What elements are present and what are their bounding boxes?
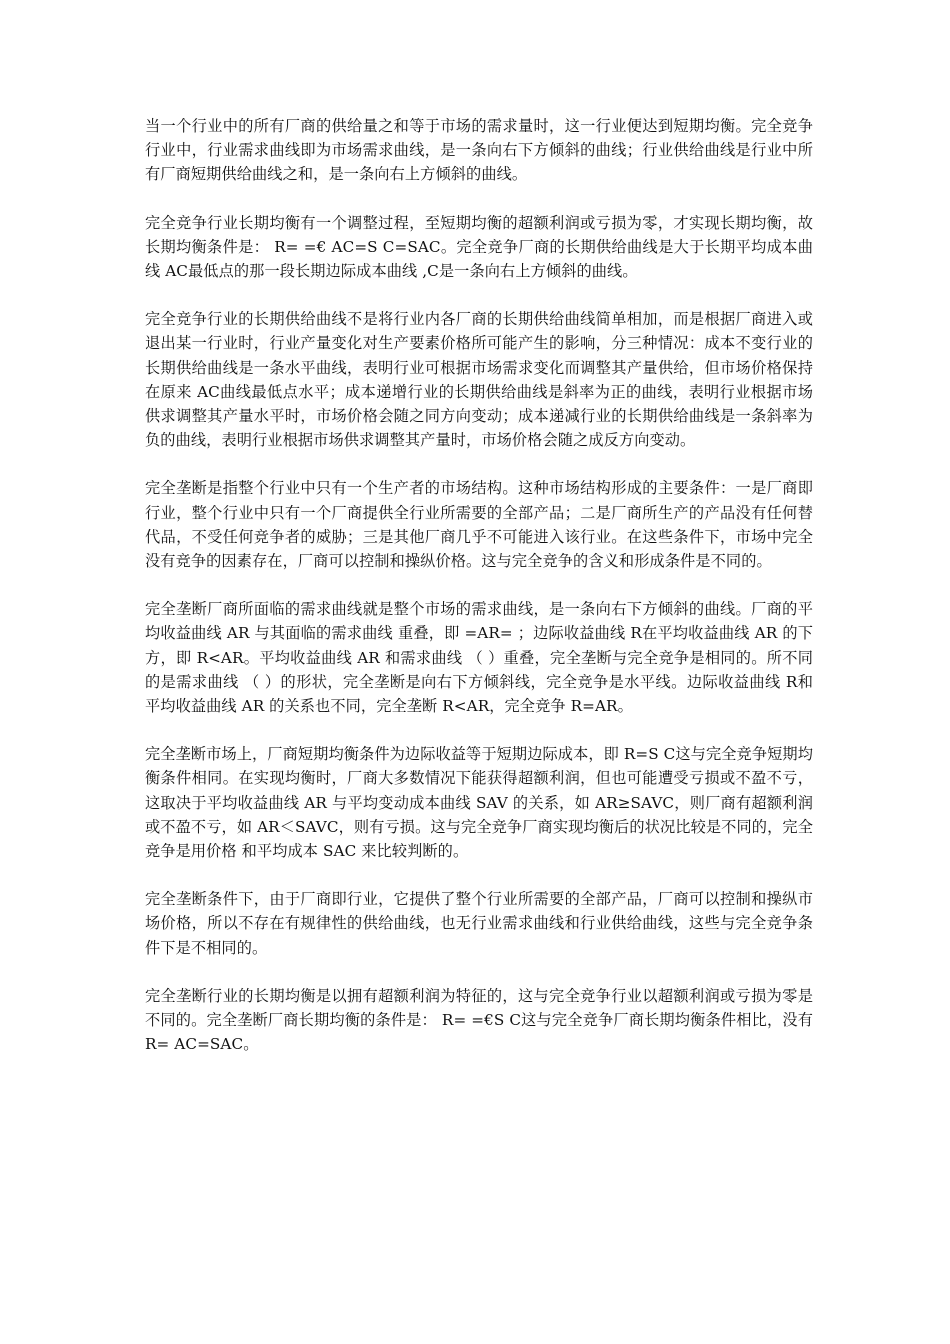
paragraph-monopoly-definition: 完全垄断是指整个行业中只有一个生产者的市场结构。这种市场结构形成的主要条件：一是厂商即行业，整个行业中只有一个厂商提供全行业所需要的全部产品；二是厂商所生产的产品没有任何替代品，不受任何竞争者的威胁；三是其他厂商几乎不可能进入该行业。在这些条件下，市场中完全没有竞争的因素存在，厂商可以控制和操纵价格。这与完全竞争的含义和形成条件是不同的。 xyxy=(145,479,813,571)
paragraph-monopoly-long-run: 完全垄断行业的长期均衡是以拥有超额利润为特征的，这与完全竞争行业以超额利润或亏损为零是不同的。完全垄断厂商长期均衡的条件是： R= =€S C这与完全竞争厂商长期均衡条件相比，没有 R= AC=SAC。 xyxy=(145,986,813,1054)
paragraph-monopoly-supply: 完全垄断条件下，由于厂商即行业，它提供了整个行业所需要的全部产品，厂商可以控制和操纵市场价格，所以不存在有规律性的供给曲线，也无行业需求曲线和行业供给曲线，这些与完全竞争条件下是不相同的。 xyxy=(145,890,813,957)
paragraph-monopoly-demand-curve: 完全垄断厂商所面临的需求曲线就是整个市场的需求曲线，是一条向右下方倾斜的曲线。厂商的平均收益曲线 AR 与其面临的需求曲线 重叠，即 =AR= ；边际收益曲线 R在平均收益曲线 AR 的下方，即 R<AR。平均收益曲线 AR 和需求曲线 （ ）重叠，完全垄断与完全竞争是相同的。所不同的是需求曲线 （ ）的形状，完全垄断是向右下方倾斜线，完全竞争是水平线。边际收益曲线 R和平均收益曲线 AR 的关系也不同，完全垄断 R<AR，完全竞争 R=AR。 xyxy=(145,600,813,716)
document-body xyxy=(145,114,813,1081)
paragraph-monopoly-short-run: 完全垄断市场上，厂商短期均衡条件为边际收益等于短期边际成本，即 R=S C这与完全竞争短期均衡条件相同。在实现均衡时，厂商大多数情况下能获得超额利润，但也可能遭受亏损或不盈不亏，这取决于平均收益曲线 AR 与平均变动成本曲线 SAV 的关系，如 AR≥SAVC，则厂商有超额利润或不盈不亏，如 AR＜SAVC，则有亏损。这与完全竞争厂商实现均衡后的状况比较是不同的，完全竞争是用价格 和平均成本 SAC 来比较判断的。 xyxy=(145,745,813,861)
paragraph-industry-long-run-supply: 完全竞争行业的长期供给曲线不是将行业内各厂商的长期供给曲线简单相加，而是根据厂商进入或退出某一行业时，行业产量变化对生产要素价格所可能产生的影响，分三种情况：成本不变行业的长期供给曲线是一条水平曲线，表明行业可根据市场需求变化而调整其产量供给，但市场价格保持在原来 AC曲线最低点水平；成本递增行业的长期供给曲线是斜率为正的曲线，表明行业根据市场供求调整其产量水平时，市场价格会随之同方向变动；成本递减行业的长期供给曲线是一条斜率为负的曲线，表明行业根据市场供求调整其产量时，市场价格会随之成反方向变动。 xyxy=(145,310,813,450)
paragraph-short-run-equilibrium: 当一个行业中的所有厂商的供给量之和等于市场的需求量时，这一行业便达到短期均衡。完全竞争行业中，行业需求曲线即为市场需求曲线，是一条向右下方倾斜的曲线；行业供给曲线是行业中所有厂商短期供给曲线之和，是一条向右上方倾斜的曲线。 xyxy=(145,117,813,184)
paragraph-long-run-equilibrium: 完全竞争行业长期均衡有一个调整过程，至短期均衡的超额利润或亏损为零，才实现长期均衡，故长期均衡条件是： R= =€ AC=S C=SAC。完全竞争厂商的长期供给曲线是大于长期平均成本曲线 AC最低点的那一段长期边际成本曲线 ,C是一条向右上方倾斜的曲线。 xyxy=(145,213,813,281)
